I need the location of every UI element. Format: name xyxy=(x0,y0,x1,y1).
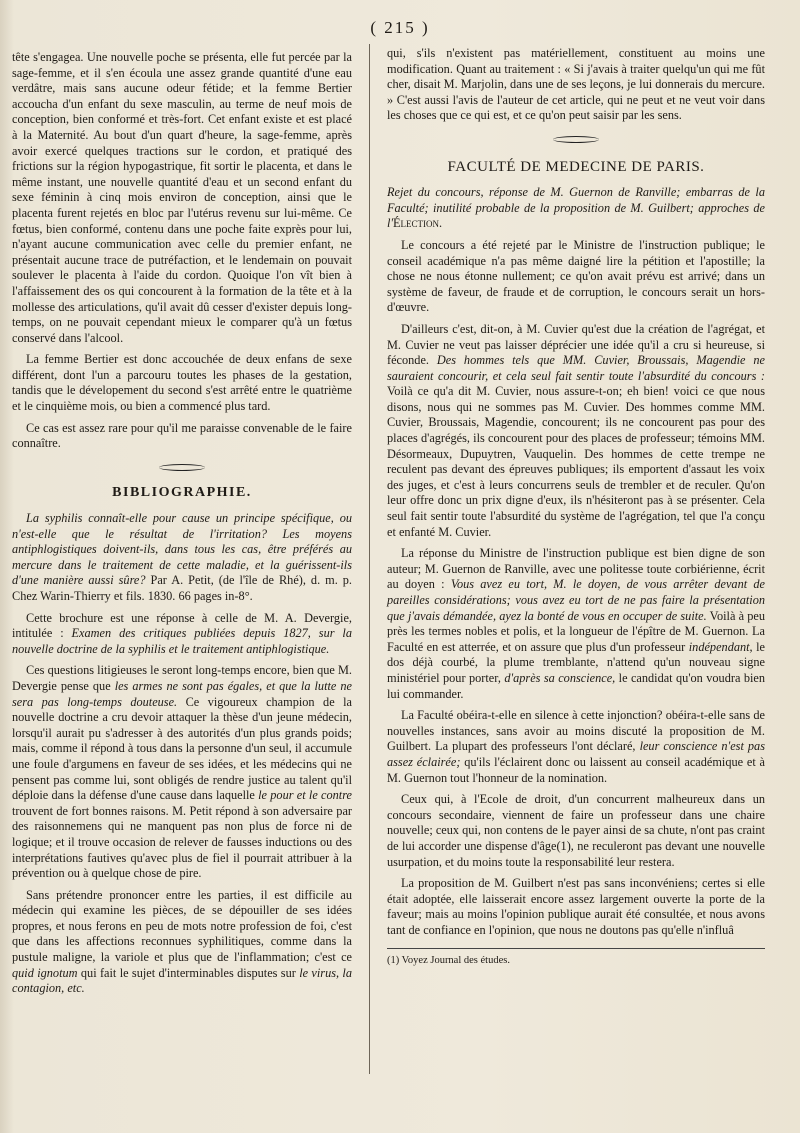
italic-text: Des hommes tels que MM. Cuvier, Broussais, Magendie ne sauraient concourir, et cela seul fait sentir toute l'absurdité du concours : xyxy=(387,353,766,383)
italic-text: Rejet du concours, réponse de M. Guernon de Ranville; embarras de la Faculté; inutilité probable de la proposition de M. Guilbert; approches de l' xyxy=(387,185,765,231)
text: qui fait le sujet d'interminables disputes sur xyxy=(80,965,296,980)
article-subtitle xyxy=(387,185,765,232)
italic-text: Vous avez eu tort, M. le doyen, de vous arrêter devant de pareilles considérations; vous avez eu tort de ne pas faire la présentation que j'avais démandée, ayez la bonté de vous en occuper de suite. xyxy=(387,577,765,623)
text: La Faculté obéira-t-elle en silence à cette injonction? obéira-t-elle sans de nouvelles instances, sans avoir au moins discuté la proposition de M. Guilbert. La plupart des professeurs l'ont déclaré, xyxy=(387,708,765,754)
ornamental-separator xyxy=(12,460,352,476)
text: Ce vigoureux champion de la nouvelle doctrine a cru devoir attaquer la thèse d'un jeune médecin, lorsqu'il aurait pu s'adresser à des autorités d'un plus grands poids; mais, comme il répond à tous dans la personne d'un seul, il accumule une foule d'argumens en faveur de ses idées, et les médecins qui ne pensent pas comme lui, sont obligés de rendre justice au talent qu'il déploie dans la défense d'une cause dans laquelle xyxy=(12,694,352,803)
paragraph: tête s'engagea. Une nouvelle poche se présenta, elle fut percée par la sage-femme, et il s'en écoula une assez grande quantité d'une eau verdâtre, mais sans aucune odeur fétide; et la femme Bertier accoucha d'un enfant du sexe masculin, au terme de neuf mois de conception, bien conformé et très-fort. Cet enfant existe et est placé à la Maternité. Au bout d'un quart d'heure, la sage-femme, après avoir exercé quelques tractions sur le cordon, et pratiqué des frictions sur la région hypogastrique, fit sortir le placenta, et dans le même instant, une nouvelle quantité d'eau et un second enfant du sexe féminin à cinq mois environ de conception, ainsi que le placenta furent rejetés en bloc par l'utérus revenu sur lui-même. Ce fœtus, bien conformé, contenu dans une poche faite exprès pour lui, n'ayant aucune communication avec celle du premier enfant, ne présentait aucune trace de putréfaction, et le lendemain on pouvait soulever le placenta à l'aide du cordon. Quoique l'on vît bien à l'affaissement des os qui concourent à la formation de la tête et à la mollesse des articulations, qu'il avait dû cesser d'exister depuis long-temps, on ne pouvait cependant mieux le comparer qu'à un fœtus conservé dans l'alcool. xyxy=(12,50,352,345)
italic-text: d'après sa conscience, xyxy=(504,670,616,685)
italic-text: le pour et le contre xyxy=(258,788,352,803)
text: qu'ils l'éclairent donc ou laissent au conseil académique et à M. Guernon tout l'honneur de la nomination. xyxy=(387,754,766,785)
italic-text: le virus, la contagion, etc. xyxy=(12,965,352,996)
book-author: Par A. Petit, (de l'île de Rhé), d. m. p. Chez Warin-Thierry et fils. 1830. 66 pages in-8°. xyxy=(12,573,353,603)
paragraph xyxy=(12,663,352,881)
paragraph: qui, s'ils n'existent pas matériellement, constituent au moins une modification. Quant au traitement : « Si j'avais à traiter quelqu'un qui me fût cher, disait M. Marjolin, dans une de ses leçons, je lui donnerais du mercure. » C'est aussi l'avis de l'auteur de cet article, qui ne peut et ne veut voir dans les choses que ce qui est, et ce qu'on peut saisir par les sens. xyxy=(387,46,765,123)
paragraph: La femme Bertier est donc accouchée de deux enfans de sexe différent, dont l'un a parcouru toutes les phases de la gestation, tandis que le dévelopement du second s'est arrêté entre le quatrième et le cinquième mois, ou bien a commencé plus tard. xyxy=(12,352,352,414)
section-title: BIBLIOGRAPHIE. xyxy=(112,485,252,501)
section-title: FACULTÉ DE MEDECINE DE PARIS. xyxy=(447,158,705,175)
left-column xyxy=(12,50,352,1003)
footnote-rule xyxy=(387,948,765,949)
text: La réponse du Ministre de l'instruction publique est bien digne de son auteur; M. Guernon de Ranville, avec une politesse toute corbiérienne, écrit au doyen : xyxy=(387,546,765,592)
text: Élection. xyxy=(393,216,443,231)
paragraph xyxy=(387,322,765,540)
text: le candidat qu'on voudra bien lui commander. xyxy=(387,670,765,701)
paragraph xyxy=(12,611,352,658)
italic-text: les armes ne sont pas égales, et que la lutte ne sera pas long-temps douteuse. xyxy=(12,678,352,709)
paragraph xyxy=(387,546,765,702)
paragraph xyxy=(387,708,765,786)
text: Voilà à peu près les termes nobles et polis, et la longueur de l'épître de M. Guernon. La Faculté en est atterrée, et on assure que plus d'un professeur xyxy=(387,608,765,654)
paragraph xyxy=(12,888,352,997)
italic-text: indépendant, xyxy=(688,639,753,654)
paragraph: Le concours a été rejeté par le Ministre de l'instruction publique; le conseil académique n'a pas même daigné lire la pétition et l'apostille; la chose ne nous étonne nullement; ce qu'on avait prévu est arrivé; dans un système de faveur, de fraude et de corruption, le concours serait un hors-d'œuvre. xyxy=(387,237,765,315)
text: le dos déjà courbé, la plume tremblante, n'attend qu'un nouveau signe ministériel pour porter, xyxy=(387,639,765,685)
ornamental-separator xyxy=(387,132,765,148)
right-column xyxy=(387,46,765,969)
text: D'ailleurs c'est, dit-on, à M. Cuvier qu'est due la création de l'agrégat, et M. Cuvier ne veut pas laisser déprécier une idée qu'il a cru si heureuse, si féconde. xyxy=(387,321,765,368)
page-number: ( 215 ) xyxy=(370,18,430,37)
italic-text: leur conscience n'est pas assez éclairée; xyxy=(387,739,765,769)
paragraph: La proposition de M. Guilbert n'est pas sans inconvéniens; certes si elle était adoptée, elle laisserait encore assez largement ouverte la porte de la faveur; mais au moins l'opinion publique aurait été consultée, et nous avons tant de confiance en l'opinion, que nous ne doutons pas qu'elle n'influâ xyxy=(387,876,765,937)
text: Cette brochure est une réponse à celle de M. A. Devergie, intitulée : xyxy=(12,610,352,641)
text: Sans prétendre prononcer entre les parties, il est difficile au médecin qui examine les pièces, de se dépouiller de ses idées propres, et nous ferons en peu de mots notre profession de foi, c'est que dans les affections reconnues syphilitiques, comme dans la pustule maligne, la variole et plus que de l'inflammation; c'est ce xyxy=(12,887,352,965)
text: Ces questions litigieuses le seront long-temps encore, bien que M. Devergie pense que xyxy=(12,663,352,693)
paragraph: Ce cas est assez rare pour qu'il me paraisse convenable de le faire connaître. xyxy=(12,420,352,451)
book-title: La syphilis connaît-elle pour cause un principe spécifique, ou n'est-elle que le résultat de l'irritation? Les moyens antiphlogistiques doivent-ils, dans tous les cas, être préférés au mercure dans le traitement de cette maladie, et la guérissent-ils d'une manière aussi sûre? xyxy=(12,511,352,588)
text: Voilà ce qu'a dit M. Cuvier, nous assure-t-on; eh bien! voici ce que nous disons, nous qui ne sommes pas M. Cuvier. Des hommes comme MM. Cuvier, Broussais, Magendie, concourent; ils ne concourent pas pour des places d'agrégés, ils concourent pour des places de professeur; témoins MM. Désormeaux, Dupuytren, Vauquelin. Des hommes de cette trempe ne reculent pas devant des épreuves publiques; ils emportent d'assaut les voix des juges, et c'est à leurs concurrens seuls de trembler et de reculer. Qu'on leur offre donc un prix digne d'eux, ils n'hésiteront pas à se présenter. Cela seul fait sentir toute l'absurdité du système de l'agrégation, tel que l'a conçu et enfanté M. Cuvier. xyxy=(387,384,765,539)
italic-text: quid ignotum xyxy=(12,965,78,980)
book-entry xyxy=(12,511,352,605)
column-divider xyxy=(369,44,370,1074)
text: trouvent de fort bonnes raisons. M. Petit répond à son adversaire par des raisonnemens qui ne manquent pas non plus de force ni de logique; et il trouve occasion de relever de fausses inductions ou des interprétations fautives qu'avec plus de fiel il pourrait attribuer à la prévention ou à quelque chose de pire. xyxy=(12,803,352,881)
footnote: (1) Voyez Journal des études. xyxy=(387,955,510,967)
italic-text: Examen des critiques publiées depuis 1827, sur la nouvelle doctrine de la syphilis et le traitement antiphlogistique. xyxy=(12,626,352,656)
paragraph: Ceux qui, à l'Ecole de droit, d'un concurrent malheureux dans un concours secondaire, viennent de faire un professeur dans une chaire nouvelle; ceux qui, non contens de le payer ainsi de sa chute, n'ont pas craint de lui accorder une dispense d'âge(1), ne reculeront pas devant une nouvelle usurpation, et du moins toute la responsabilité leur restera. xyxy=(387,792,765,869)
